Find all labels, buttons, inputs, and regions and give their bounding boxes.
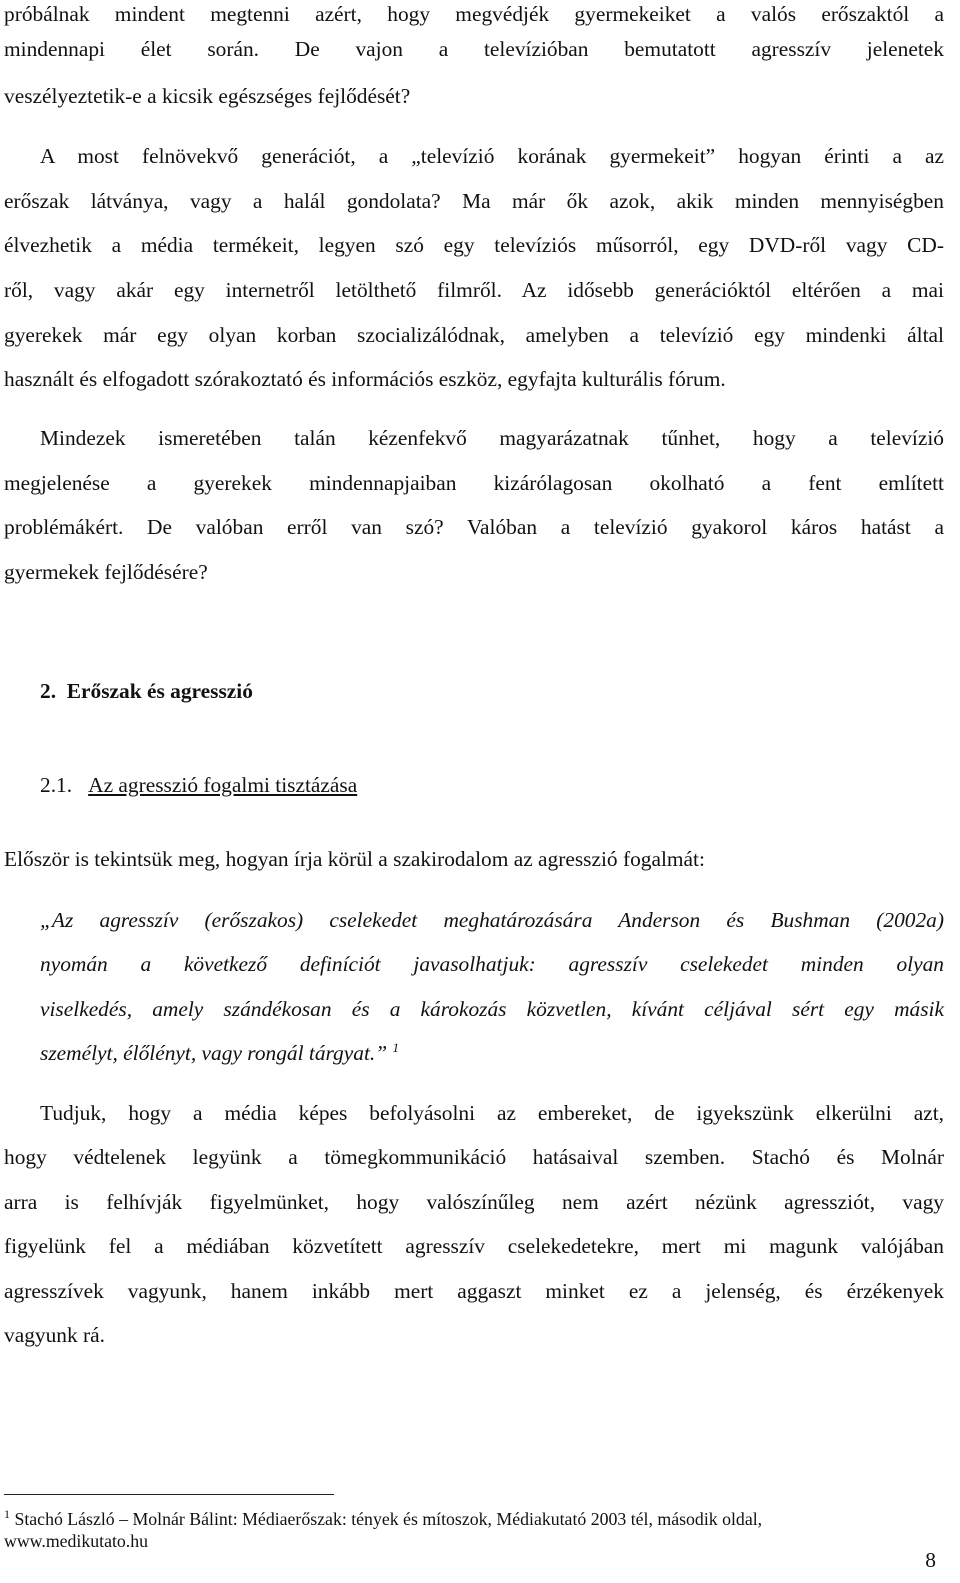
- text-line: arra is felhívják figyelmünket, hogy valószínűleg nem azért nézünk agressziót, vagy: [4, 1190, 944, 1214]
- quote-last-line: [40, 1039, 944, 1070]
- section-title: Erőszak és agresszió: [66, 679, 253, 703]
- text-line: Mindezek ismeretében talán kézenfekvő magyarázatnak tűnhet, hogy a televízió: [40, 426, 944, 450]
- quote-line: nyomán a következő definíciót javasolhatjuk: agresszív cselekedet minden olyan: [40, 952, 944, 976]
- text-line: élvezhetik a média termékeit, legyen szó egy televíziós műsorról, egy DVD-ről vagy CD-: [4, 233, 944, 257]
- text-line: Tudjuk, hogy a média képes befolyásolni az embereket, de igyekszünk elkerülni azt,: [40, 1101, 944, 1125]
- text-line: erőszak látványa, vagy a halál gondolata? Ma már ők azok, akik minden mennyiségben: [4, 189, 944, 213]
- text-line: A most felnövekvő generációt, a „televízió korának gyermekeit” hogyan érinti a az: [40, 144, 944, 168]
- text-line: vagyunk rá.: [4, 1323, 105, 1347]
- text-line: használt és elfogadott szórakoztató és információs eszköz, egyfajta kulturális fórum.: [4, 367, 726, 391]
- footnote-divider: [4, 1494, 334, 1495]
- footnote-link[interactable]: www.medikutato.hu: [4, 1531, 149, 1551]
- quote-line: személyt, élőlényt, vagy rongál tárgyat.”: [40, 1041, 388, 1065]
- text-line: megjelenése a gyerekek mindennapjaiban kizárólagosan okolható a fent említett: [4, 471, 944, 495]
- page-number: 8: [925, 1548, 936, 1572]
- text-line: ről, vagy akár egy internetről letölthető filmről. Az idősebb generációktól eltérően a mai: [4, 278, 944, 302]
- footnote-text: Stachó László – Molnár Bálint: Médiaerőszak: tények és mítoszok, Médiakutató 2003 tél, második oldal,: [14, 1509, 763, 1529]
- section-heading: [40, 677, 253, 705]
- text-line: veszélyeztetik-e a kicsik egészséges fejlődését?: [4, 84, 411, 108]
- text-line: hogy védtelenek legyünk a tömegkommunikáció hatásaival szemben. Stachó és Molnár: [4, 1145, 944, 1169]
- subsection-title: Az agresszió fogalmi tisztázása: [88, 773, 358, 797]
- footnote-marker: 1: [4, 1507, 10, 1521]
- footnote-line: [4, 1508, 944, 1532]
- intro-sentence: Először is tekintsük meg, hogyan írja körül a szakirodalom az agresszió fogalmát:: [4, 847, 705, 871]
- section-number: 2.: [40, 679, 57, 703]
- text-line: problémákért. De valóban erről van szó? Valóban a televízió gyakorol káros hatást a: [4, 515, 944, 539]
- text-line: mindennapi élet során. De vajon a televízióban bemutatott agresszív jelenetek: [4, 37, 944, 61]
- text-line: figyelünk fel a médiában közvetített agresszív cselekedetekre, mert mi magunk valójában: [4, 1234, 944, 1258]
- quote-line: viselkedés, amely szándékosan és a károkozás közvetlen, kívánt céljával sért egy másik: [40, 997, 944, 1021]
- text-line: próbálnak mindent megtenni azért, hogy megvédjék gyermekeiket a valós erőszaktól a: [4, 2, 944, 26]
- footnote-reference[interactable]: 1: [392, 1040, 399, 1055]
- subsection-number: 2.1.: [40, 773, 73, 797]
- quote-line: „Az agresszív (erőszakos) cselekedet meghatározására Anderson és Bushman (2002a): [40, 908, 944, 932]
- text-line: agresszívek vagyunk, hanem inkább mert aggaszt minket ez a jelenség, és érzékenyek: [4, 1279, 944, 1303]
- text-line: gyerekek már egy olyan korban szocializálódnak, amelyben a televízió egy mindenki által: [4, 323, 944, 347]
- subsection-heading: [40, 771, 357, 799]
- text-line: gyermekek fejlődésére?: [4, 560, 208, 584]
